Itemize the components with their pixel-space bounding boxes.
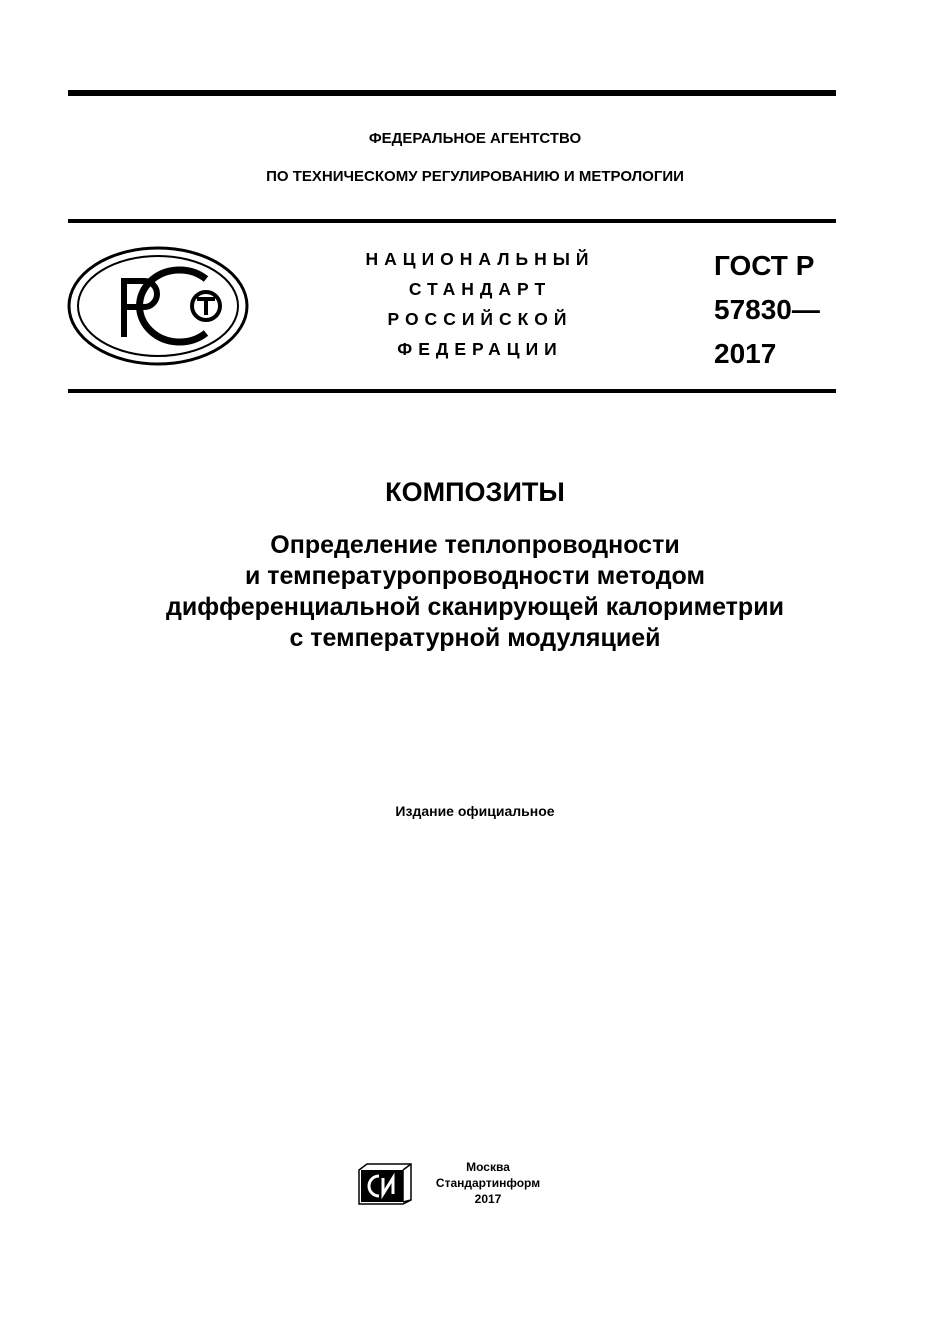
agency-line-2: ПО ТЕХНИЧЕСКОМУ РЕГУЛИРОВАНИЮ И МЕТРОЛОГИИ [266,168,684,185]
publisher-info [422,1159,554,1207]
header-rule [68,219,836,223]
publisher-city: Москва [466,1160,510,1174]
standard-type-line: ФЕДЕРАЦИИ [397,339,563,359]
standard-type-line: НАЦИОНАЛЬНЫЙ [365,249,595,269]
document-title: КОМПОЗИТЫ [385,477,565,507]
edition-label: Издание официальное [395,803,555,819]
agency-line-1: ФЕДЕРАЛЬНОЕ АГЕНТСТВО [368,130,582,147]
designation-line: 2017 [714,338,777,369]
subtitle-line: дифференциальной сканирующей калориметрии [166,593,784,621]
document-subtitle [0,530,950,654]
subtitle-line: с температурной модуляцией [289,624,661,652]
publisher-name: Стандартинформ [435,1176,541,1190]
standard-type-line: РОССИЙСКОЙ [387,309,573,329]
subtitle-line: Определение теплопроводности [270,531,680,559]
rst-emblem-icon [66,245,250,367]
standartinform-logo-icon [357,1160,413,1206]
publisher-year: 2017 [474,1192,502,1206]
subtitle-line: и температуропроводности методом [244,562,705,590]
standard-type [330,244,630,364]
top-rule [68,90,836,96]
designation-line: 57830— [714,294,820,325]
standard-designation [714,244,820,376]
title-block-rule [68,389,836,393]
standard-type-line: СТАНДАРТ [408,279,552,299]
designation-line: ГОСТ Р [714,250,815,281]
